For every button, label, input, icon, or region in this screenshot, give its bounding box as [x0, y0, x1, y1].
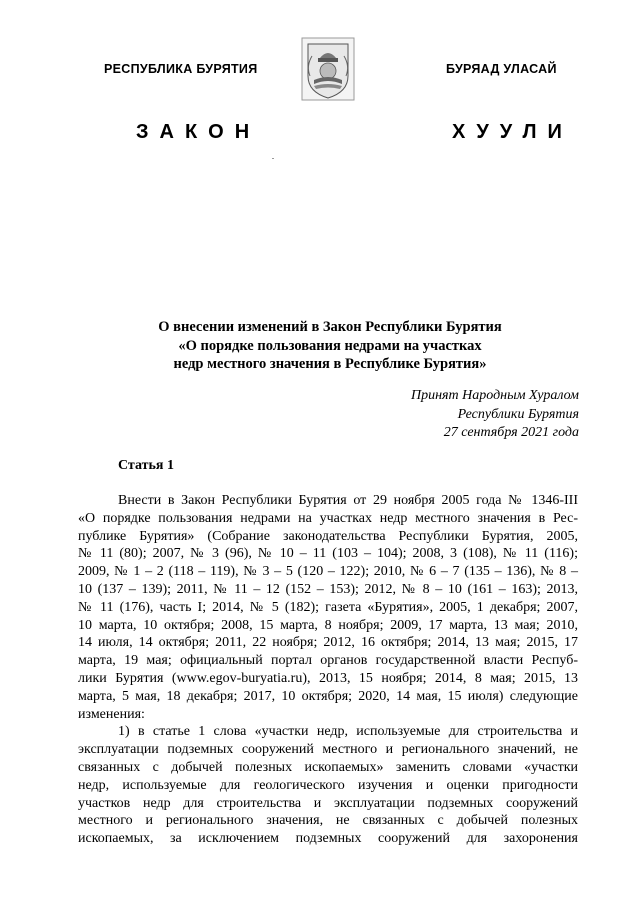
law-title-buryat: ХУУЛИ — [452, 121, 573, 143]
article-body — [78, 492, 578, 848]
body-line: изменения: — [78, 706, 145, 722]
article-heading: Статья 1 — [118, 458, 174, 473]
body-line: недр, используемые для геологического изучения и оценки пригодности — [78, 777, 578, 793]
title-line: «О порядке пользования недрами на участках — [178, 337, 482, 354]
adoption-note — [411, 387, 579, 443]
header-divider — [272, 158, 274, 159]
body-line: Внести в Закон Республики Бурятия от 29 ноября 2005 года № 1346-III — [118, 493, 578, 508]
body-line: участков недр для строительства и эксплуатации подземных сооружений — [78, 795, 578, 811]
body-line: 14 июля, 14 октября; 2011, 22 ноября; 2012, 16 октября; 2014, 13 мая; 2015, 17 — [78, 635, 578, 651]
body-line: связанных с добычей полезных ископаемых» заменить словами «участки — [78, 759, 578, 775]
title-line: О внесении изменений в Закон Республики Бурятия — [158, 319, 502, 335]
body-line: лики Бурятия (www.egov-buryatia.ru), 2013, 15 ноября; 2014, 8 мая; 2015, 13 — [78, 670, 578, 686]
body-line: 1) в статье 1 слова «участки недр, используемые для строительства и — [118, 724, 578, 740]
body-line: «О порядке пользования недрами на участках недр местного значения в Рес- — [78, 510, 578, 526]
adoption-line: Принят Народным Хуралом — [410, 388, 579, 403]
coat-of-arms-icon — [300, 36, 356, 102]
body-line: публике Бурятия» (Собрание законодательства Республики Бурятия, 2005, — [78, 528, 578, 544]
law-title-russian: ЗАКОН — [136, 121, 261, 143]
body-line: № 11 (80); 2007, № 3 (96), № 10 – 11 (103 – 104); 2008, 3 (108), № 11 (116); — [78, 546, 578, 562]
body-line: эксплуатации подземных сооружений местного и регионального значений, не — [78, 742, 578, 758]
body-line: марта, 19 мая; официальный портал органов государственной власти Респуб- — [78, 653, 578, 669]
body-line: ископаемых, за исключением подземных сооружений для захоронения — [78, 831, 578, 847]
body-line: местного и регионального значения, не связанных с добычей полезных — [78, 813, 578, 829]
body-line: 2009, № 1 – 2 (118 – 119), № 3 – 5 (120 – 122); 2010, № 6 – 7 (135 – 136), № 8 – — [78, 564, 578, 580]
body-line: 10 марта, 10 октября; 2008, 15 марта, 8 ноября; 2009, 17 марта, 13 мая; 2010, — [78, 617, 578, 633]
republic-title-russian: РЕСПУБЛИКА БУРЯТИЯ — [104, 62, 258, 76]
body-line: 10 (137 – 139); 2011, № 11 – 12 (152 – 153); 2012, № 8 – 10 (161 – 163); 2013, — [78, 581, 578, 597]
title-line: недр местного значения в Республике Бурятия» — [173, 356, 487, 372]
republic-title-buryat: БУРЯАД УЛАСАЙ — [446, 62, 557, 76]
document-title — [90, 318, 570, 374]
adoption-date: 27 сентября 2021 года — [443, 425, 579, 440]
body-line: № 11 (176), часть I; 2014, № 5 (182); газета «Бурятия», 2005, 1 декабря; 2007, — [78, 599, 578, 615]
adoption-line: Республики Бурятия — [457, 406, 579, 422]
body-line: марта, 5 мая, 18 декабря; 2017, 10 октября; 2020, 14 мая, 15 июля) следующие — [78, 688, 578, 704]
